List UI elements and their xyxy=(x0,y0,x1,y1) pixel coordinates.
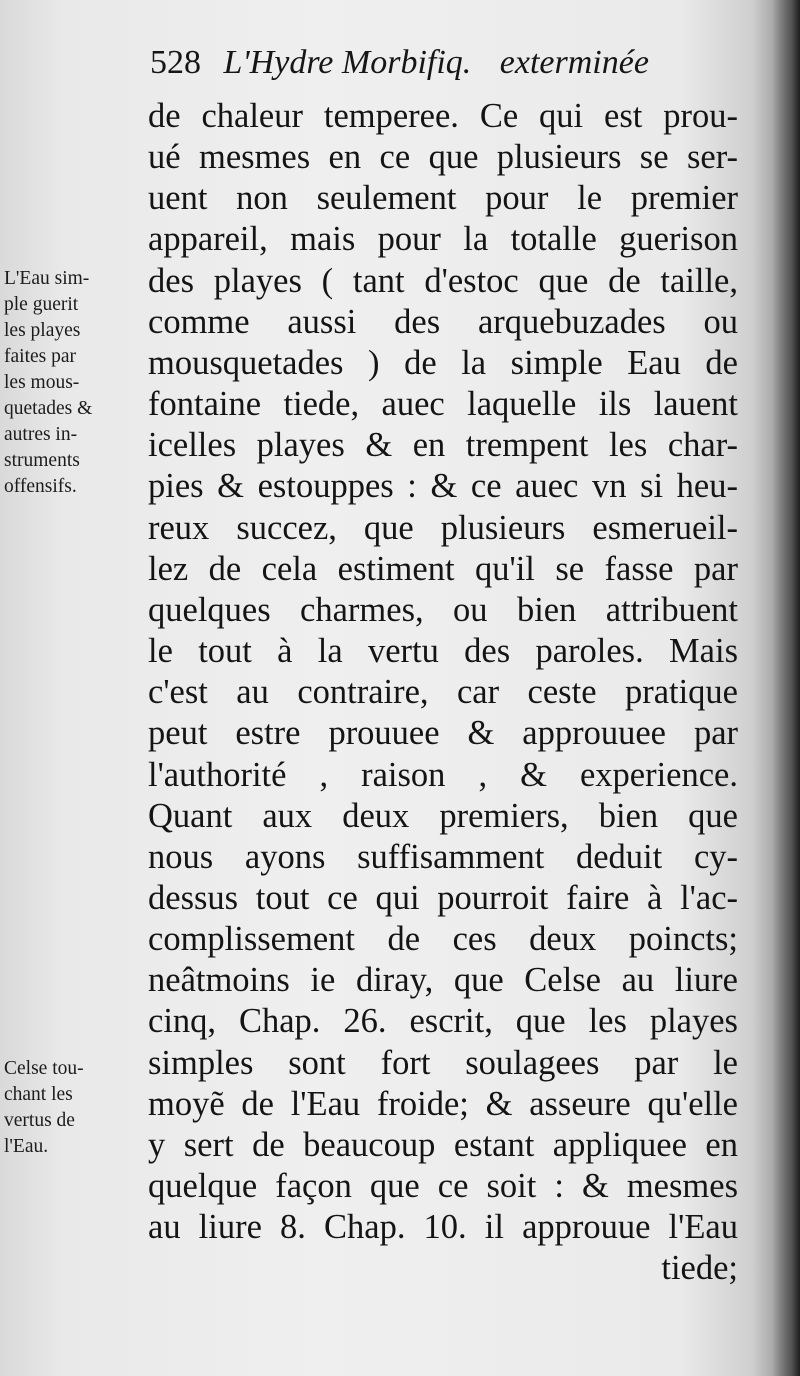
note-line: chant les xyxy=(4,1084,73,1105)
note-line: struments xyxy=(4,450,80,471)
spine-shadow xyxy=(772,0,800,1376)
text-line: peut estre prouuee & approuuee par xyxy=(148,714,738,753)
text-line: uent non seulement pour le premier xyxy=(148,179,738,218)
text-line: ué mesmes en ce que plusieurs se ser- xyxy=(148,138,738,177)
text-line: nous ayons suffisamment deduit cy- xyxy=(148,837,738,876)
text-line: moyẽ de l'Eau froide; & asseure qu'elle xyxy=(148,1084,738,1123)
text-line: appareil, mais pour la totalle guerison xyxy=(148,220,738,259)
text-line: complissement de ces deux poincts; xyxy=(148,920,738,959)
text-line: icelles playes & en trempent les char- xyxy=(148,426,738,465)
text-line: simples sont fort soulagees par le xyxy=(148,1043,738,1082)
marginal-note xyxy=(4,1056,84,1160)
text-line: mousquetades ) de la simple Eau de xyxy=(148,343,738,382)
text-line: de chaleur temperee. Ce qui est prou- xyxy=(148,97,738,135)
note-line: faites par xyxy=(4,346,77,367)
text-line: dessus tout ce qui pourroit faire à l'ac- xyxy=(148,878,738,917)
text-line: l'authorité , raison , & experience. xyxy=(148,755,738,794)
note-line: les mous- xyxy=(4,372,80,393)
text-line: lez de cela estiment qu'il se fasse par xyxy=(148,549,738,588)
show-through-text xyxy=(10,120,140,940)
text-line: des playes ( tant d'estoc que de taille, xyxy=(148,261,738,300)
note-line: vertus de xyxy=(4,1110,75,1131)
text-line: c'est au contraire, car ceste pratique xyxy=(148,673,738,712)
page-number: 528 xyxy=(150,44,201,81)
text-line: cinq, Chap. 26. escrit, que les playes xyxy=(148,1002,738,1041)
text-line: Quant aux deux premiers, bien que xyxy=(148,796,738,835)
text-line: comme aussi des arquebuzades ou xyxy=(148,302,738,341)
main-text-block xyxy=(148,96,738,1290)
note-line: ple guerit xyxy=(4,294,79,315)
text-line: tiede; xyxy=(661,1249,738,1288)
text-line: quelque façon que ce soit : & mesmes xyxy=(148,1167,738,1206)
note-line: l'Eau. xyxy=(4,1136,49,1157)
running-title-end: exterminée xyxy=(499,44,649,81)
text-line: pies & estouppes : & ce auec vn si heu- xyxy=(148,467,738,506)
text-line: fontaine tiede, auec laquelle ils lauent xyxy=(148,385,738,424)
note-line: les playes xyxy=(4,320,81,341)
note-line: quetades & xyxy=(4,398,93,419)
marginal-note xyxy=(4,266,92,500)
text-line: le tout à la vertu des paroles. Mais xyxy=(148,632,738,671)
text-line: neâtmoins ie diray, que Celse au liure xyxy=(148,961,738,1000)
note-line: Celse tou- xyxy=(4,1058,84,1079)
note-line: offensifs. xyxy=(4,476,77,497)
text-line: y sert de beaucoup estant appliquee en xyxy=(148,1125,738,1164)
text-line: reux succez, que plusieurs esmerueil- xyxy=(148,508,738,547)
note-line: L'Eau sim- xyxy=(4,268,90,289)
note-line: autres in- xyxy=(4,424,78,445)
text-line: quelques charmes, ou bien attribuent xyxy=(148,590,738,629)
running-title: L'Hydre Morbifiq. xyxy=(223,44,472,81)
running-header xyxy=(150,44,770,82)
text-line: au liure 8. Chap. 10. il approuue l'Eau xyxy=(148,1208,738,1247)
